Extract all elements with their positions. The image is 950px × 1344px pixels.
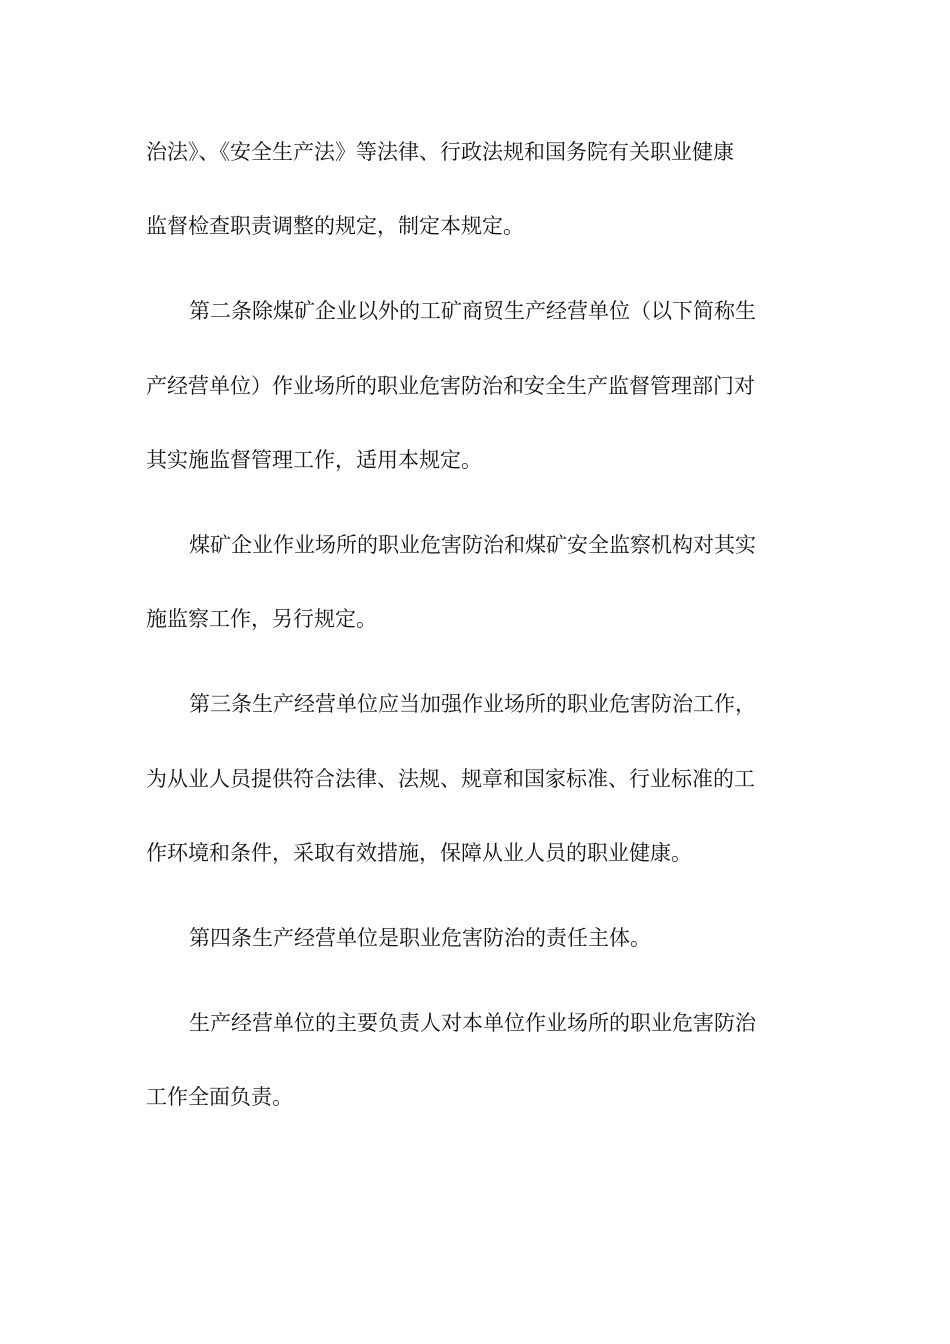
paragraph-start-line: 第二条除煤矿企业以外的工矿商贸生产经营单位（以下简称生 — [189, 299, 756, 323]
text-line: 施监察工作，另行规定。 — [146, 607, 377, 631]
text-line: 监督检查职责调整的规定，制定本规定。 — [146, 214, 524, 238]
text-line: 其实施监督管理工作，适用本规定。 — [146, 448, 482, 472]
paragraph-start-line: 第三条生产经营单位应当加强作业场所的职业危害防治工作， — [189, 692, 756, 716]
text-line: 为从业人员提供符合法律、法规、规章和国家标准、行业标准的工 — [146, 767, 755, 791]
text-line: 治法》、《安全生产法》等法律、行政法规和国务院有关职业健康 — [146, 140, 734, 164]
text-line: 工作全面负责。 — [146, 1085, 293, 1109]
text-line: 产经营单位）作业场所的职业危害防治和安全生产监督管理部门对 — [146, 374, 755, 398]
paragraph-start-line: 煤矿企业作业场所的职业危害防治和煤矿安全监察机构对其实 — [189, 533, 756, 557]
paragraph-start-line: 第四条生产经营单位是职业危害防治的责任主体。 — [189, 926, 651, 950]
paragraph-start-line: 生产经营单位的主要负责人对本单位作业场所的职业危害防治 — [189, 1011, 756, 1035]
text-line: 作环境和条件，采取有效措施，保障从业人员的职业健康。 — [146, 841, 692, 865]
